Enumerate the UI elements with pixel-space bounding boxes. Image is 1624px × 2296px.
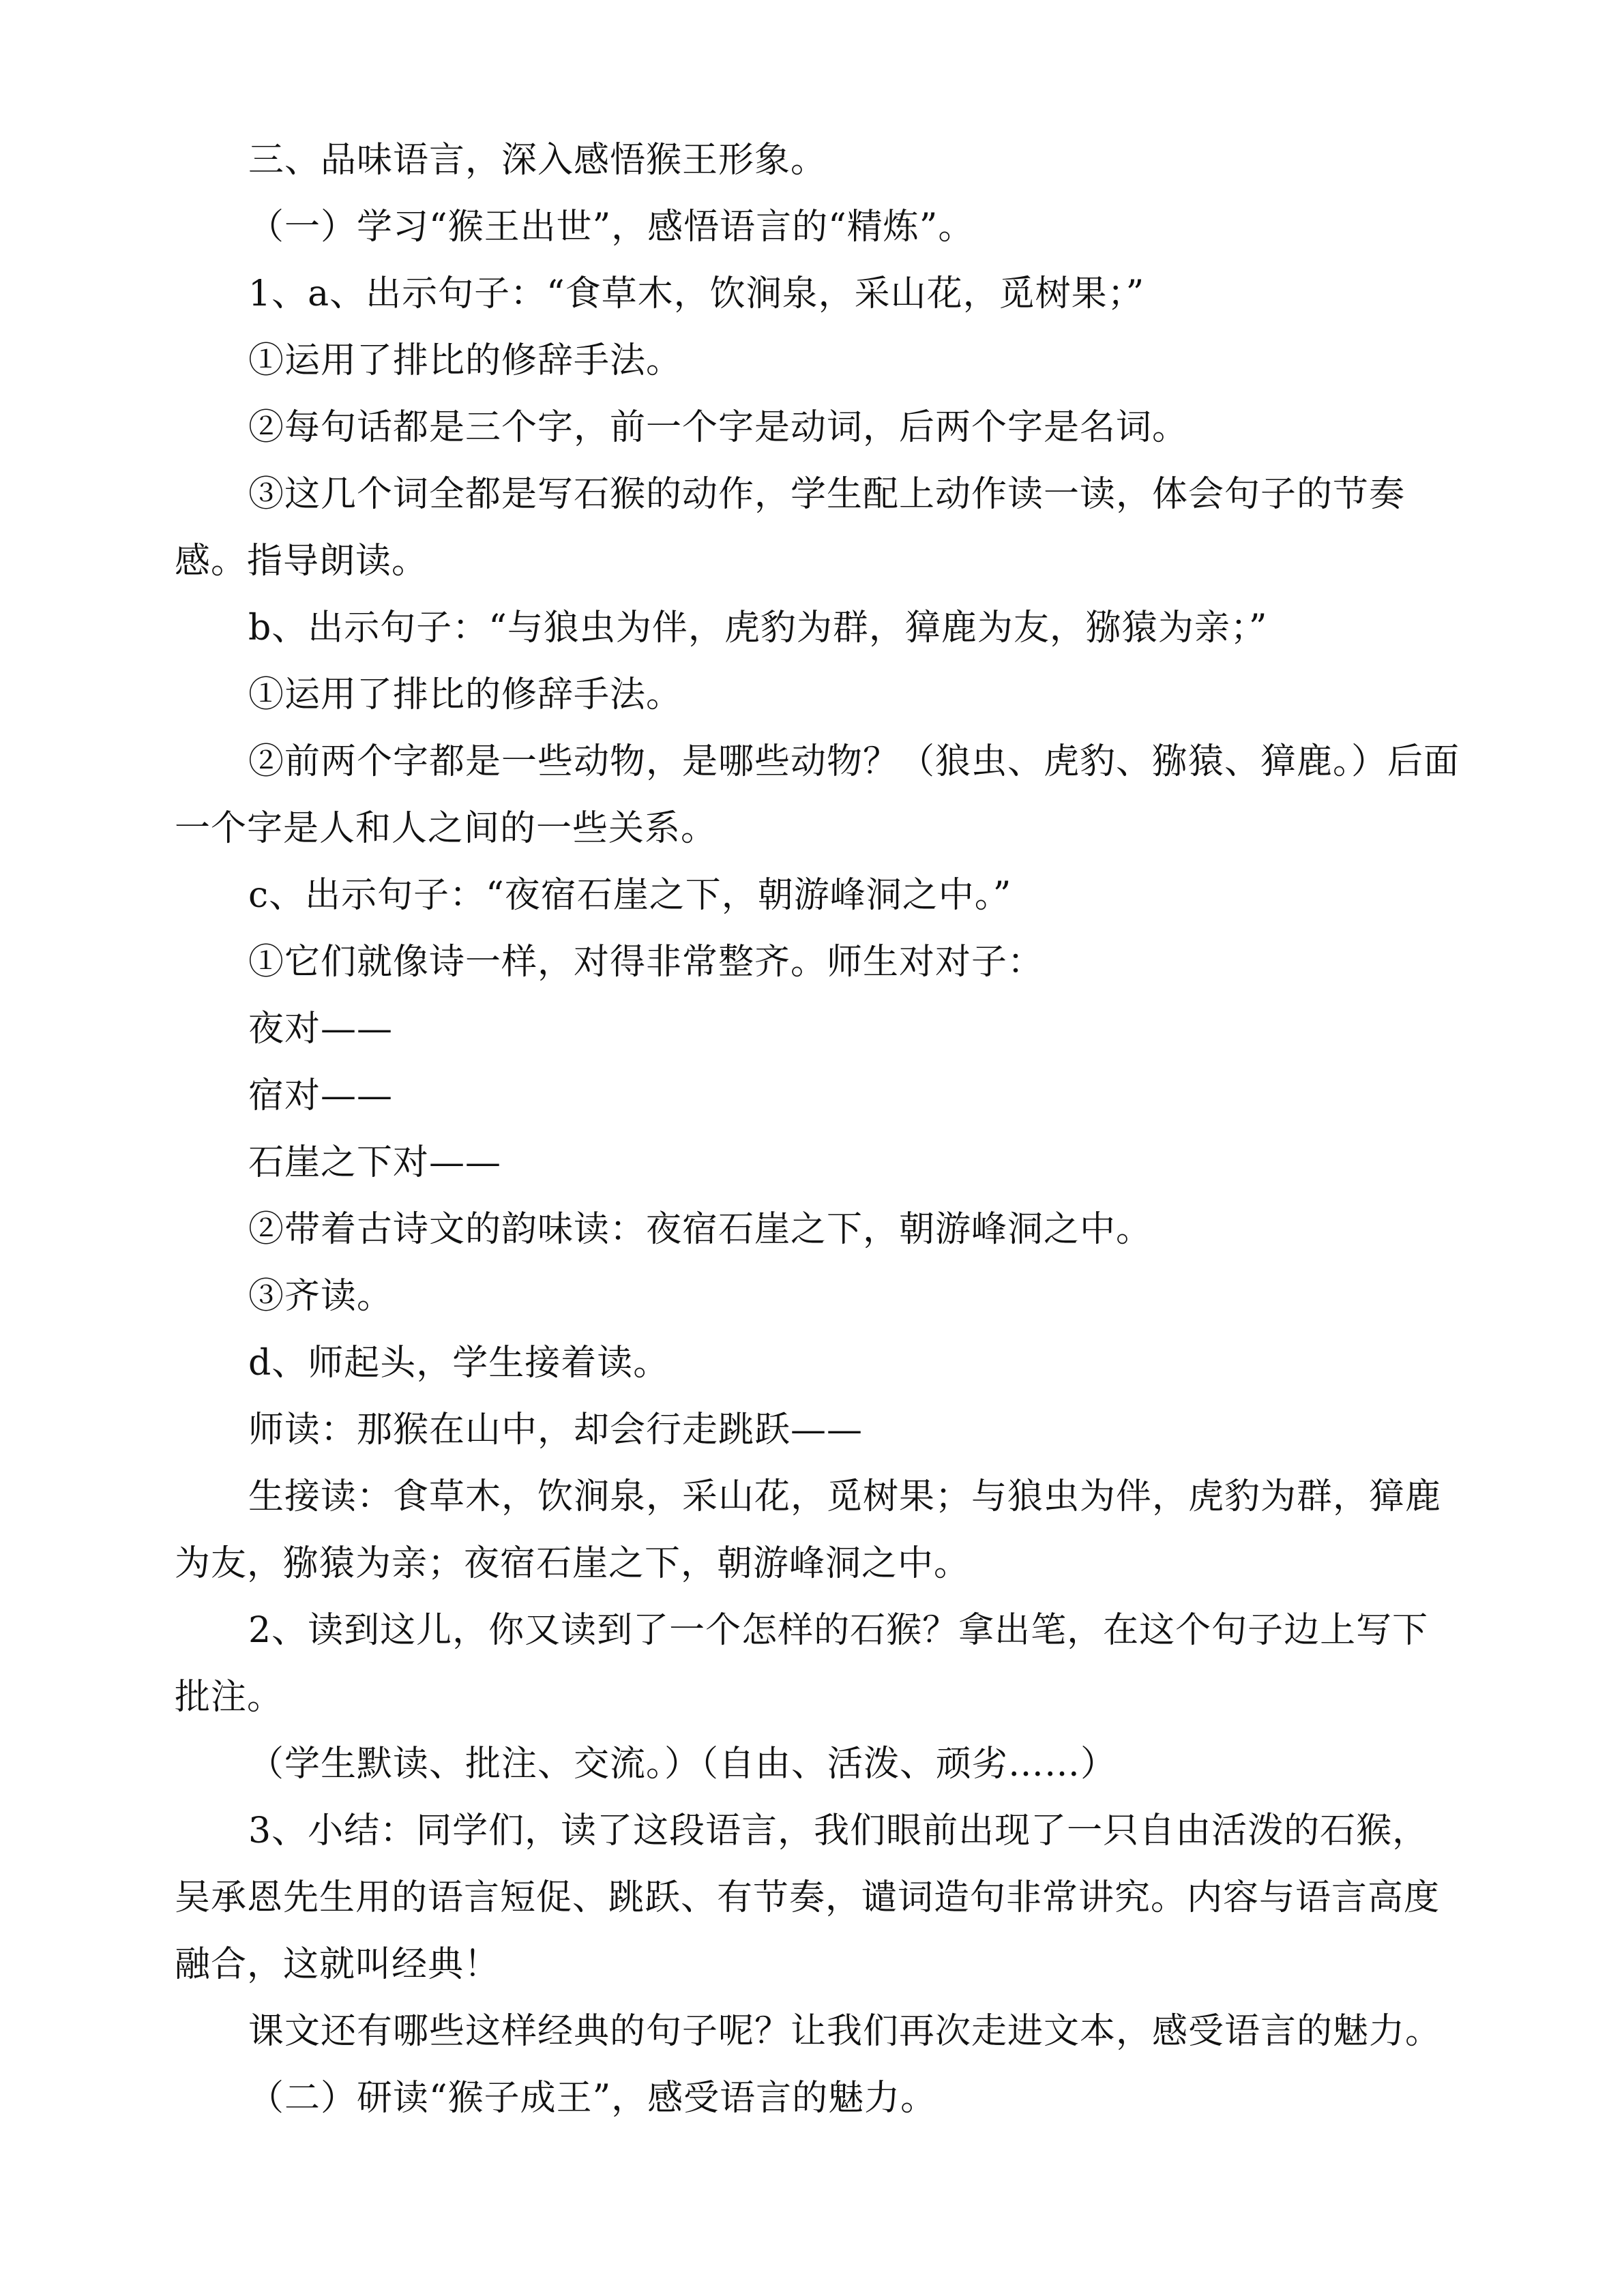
document-body: [175, 127, 1464, 2132]
subsection-heading: （一）学习“猴王出世”，感悟语言的“精炼”。: [248, 207, 975, 248]
paragraph: 生接读：食草木，饮涧泉，采山花，觅树果；与狼虫为伴，虎豹为群，獐鹿为友，猕猿为亲；夜宿石崖之下，朝游峰洞之中。: [175, 1476, 1442, 1584]
paragraph: ①运用了排比的修辞手法。: [248, 674, 683, 715]
paragraph: 石崖之下对——: [248, 1142, 502, 1183]
paragraph: ②每句话都是三个字，前一个字是动词，后两个字是名词。: [248, 407, 1189, 448]
paragraph: ②带着古诗文的韵味读：夜宿石崖之下，朝游峰洞之中。: [248, 1209, 1153, 1250]
paragraph: d、师起头，学生接着读。: [248, 1343, 670, 1384]
paragraph: ②前两个字都是一些动物，是哪些动物？（狼虫、虎豹、猕猿、獐鹿。）后面一个字是人和人之间的一些关系。: [175, 741, 1460, 849]
paragraph: 1、a、出示句子：“食草木，饮涧泉，采山花，觅树果；”: [248, 273, 1145, 314]
paragraph: 师读：那猴在山中，却会行走跳跃——: [248, 1410, 863, 1450]
paragraph: ①运用了排比的修辞手法。: [248, 340, 683, 381]
paragraph: 夜对——: [248, 1009, 394, 1049]
paragraph: b、出示句子：“与狼虫为伴，虎豹为群，獐鹿为友，猕猿为亲；”: [248, 608, 1268, 648]
paragraph: （学生默读、批注、交流。）（自由、活泼、顽劣……）: [248, 1744, 1117, 1785]
section-heading: 三、品味语言，深入感悟猴王形象。: [248, 140, 827, 181]
paragraph: 2、读到这儿，你又读到了一个怎样的石猴？拿出笔，在这个句子边上写下批注。: [175, 1610, 1429, 1718]
paragraph: ③这几个词全都是写石猴的动作，学生配上动作读一读，体会句子的节奏感。指导朗读。: [175, 474, 1406, 582]
paragraph: ①它们就像诗一样，对得非常整齐。师生对对子：: [248, 942, 1044, 983]
paragraph: ③齐读。: [248, 1276, 394, 1317]
paragraph: 宿对——: [248, 1075, 394, 1116]
paragraph: 3、小结：同学们，读了这段语言，我们眼前出现了一只自由活泼的石猴，吴承恩先生用的语言短促、跳跃、有节奏，谴词造句非常讲究。内容与语言高度融合，这就叫经典！: [175, 1810, 1441, 1985]
paragraph: c、出示句子：“夜宿石崖之下，朝游峰洞之中。”: [248, 875, 1012, 916]
subsection-heading: （二）研读“猴子成王”，感受语言的魅力。: [248, 2078, 937, 2119]
paragraph: 课文还有哪些这样经典的句子呢？让我们再次走进文本，感受语言的魅力。: [248, 2011, 1442, 2052]
